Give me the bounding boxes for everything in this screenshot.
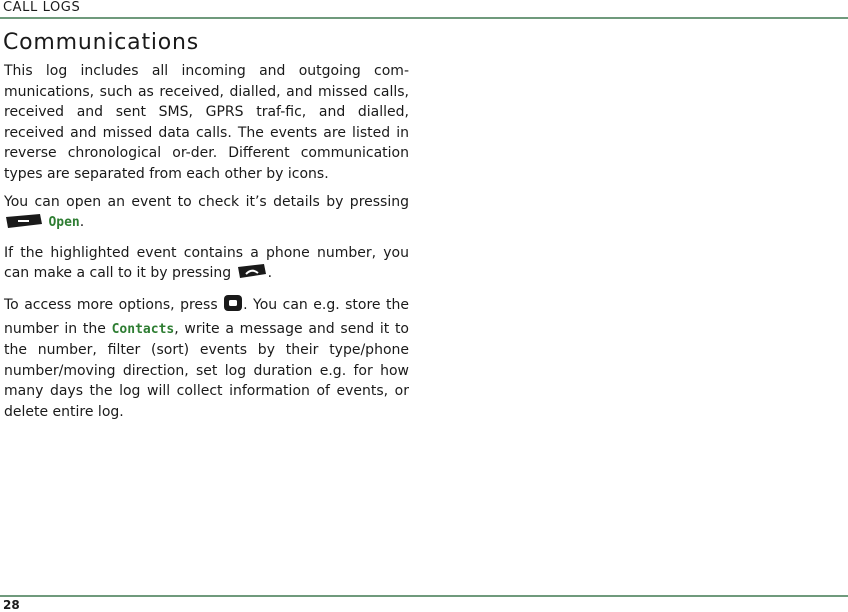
page-title: Communications bbox=[3, 30, 200, 55]
paragraph-intro: This log includes all incoming and outgoing com-munications, such as received, dialled, and missed calls, received and sent SMS, GPRS traf-fic, and dialled, received and missed data calls. The events are listed in reverse chronological or-der. Different communication types are separated from each other by icons. bbox=[4, 63, 409, 182]
header-rule bbox=[0, 17, 848, 19]
open-keyword: Open bbox=[48, 215, 80, 231]
left-softkey-icon bbox=[4, 213, 44, 236]
paragraph-call bbox=[4, 243, 409, 287]
call-key-icon bbox=[236, 264, 268, 287]
footer-rule bbox=[0, 595, 848, 597]
paragraph-open-end: . bbox=[79, 214, 85, 231]
page-number: 28 bbox=[3, 598, 20, 612]
paragraph-options-text-1: To access more options, press bbox=[4, 296, 224, 313]
body-text bbox=[4, 61, 409, 430]
paragraph-open-text: You can open an event to check it’s details by pressing bbox=[4, 193, 409, 210]
paragraph-call-end: . bbox=[267, 265, 273, 282]
paragraph-options-text-2: . You can e.g. store the number in the bbox=[4, 296, 409, 337]
options-key-icon bbox=[223, 294, 243, 319]
paragraph-open bbox=[4, 192, 409, 236]
paragraph-options bbox=[4, 294, 409, 423]
paragraph-call-text: If the highlighted event contains a phone number, you can make a call to it by pressing bbox=[4, 244, 409, 282]
contacts-keyword: Contacts bbox=[111, 321, 175, 337]
section-label: CALL LOGS bbox=[3, 0, 81, 15]
paragraph-options-text-3: , write a message and send it to the number, filter (sort) events by their type/phone number/moving direction, set log duration e.g. for how many days the log will collect information of events, or delete entire log. bbox=[4, 320, 409, 420]
